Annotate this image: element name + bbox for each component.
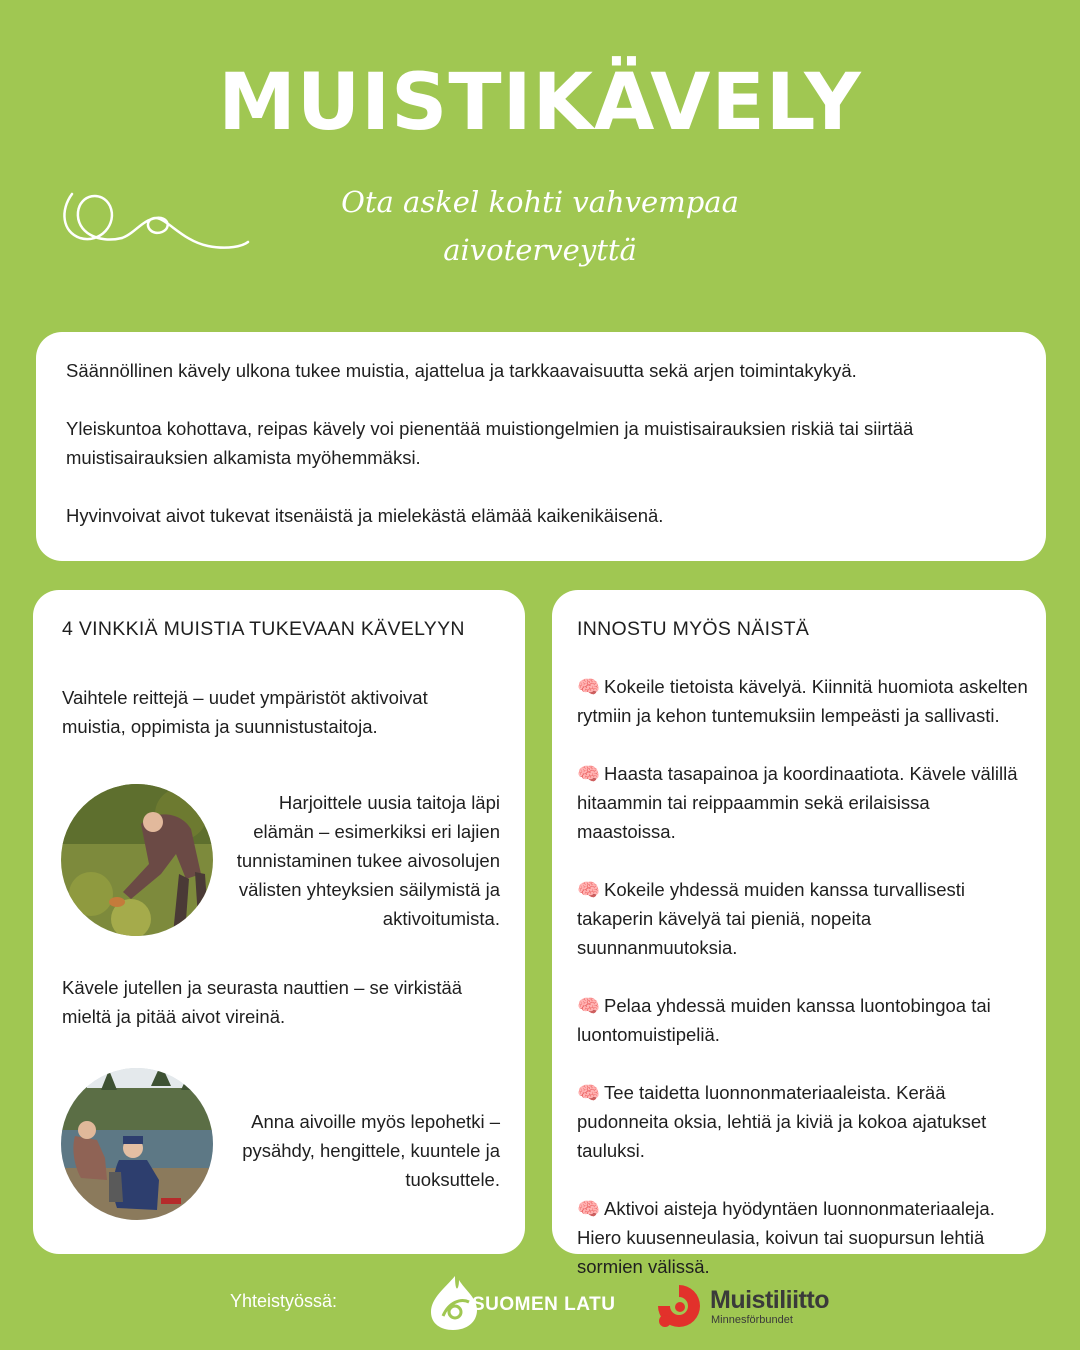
subtitle-line-1: Ota askel kohti vahvempaa (341, 185, 739, 219)
muistiliitto-logo-icon (656, 1283, 702, 1329)
intro-card (36, 332, 1046, 561)
tip-4: Anna aivoille myös lepohetki – pysähdy, hengittele, kuuntele ja tuoksuttele. (242, 1111, 500, 1190)
inspire-heading: INNOSTU MYÖS NÄISTÄ (577, 618, 810, 640)
list-item: 🧠 Tee taidetta luonnonmateriaaleista. Kerää pudonneita oksia, lehtiä ja kiviä ja kokoa ajatukset tauluksi. (577, 1082, 987, 1161)
inspire-list (577, 672, 1032, 1310)
decorative-swirl (58, 180, 258, 280)
muistiliitto-logo-subtext: Minnesförbundet (711, 1314, 793, 1326)
brain-icon: 🧠 (577, 879, 601, 900)
subtitle-line-2: aivoterveyttä (443, 233, 637, 267)
tip-1: Vaihtele reittejä – uudet ympäristöt aktivoivat muistia, oppimista ja suunnistustaitoja. (62, 687, 428, 737)
inspire-card (552, 590, 1046, 1277)
intro-paragraph-3: Hyvinvoivat aivot tukevat itsenäistä ja mielekästä elämää kaikenikäisenä. (66, 505, 664, 526)
tip-2: Harjoittele uusia taitoja läpi elämän – esimerkiksi eri lajien tunnistaminen tukee aivosolujen välisten yhteyksien säilymistä ja aktivoitumista. (236, 792, 500, 929)
photo-resting-by-lake (61, 1068, 213, 1220)
footer-label: Yhteistyössä: (230, 1291, 338, 1311)
brain-icon: 🧠 (577, 1082, 601, 1103)
tip-3: Kävele jutellen ja seurasta nauttien – se virkistää mieltä ja pitää aivot vireinä. (62, 977, 463, 1027)
brain-icon: 🧠 (577, 676, 601, 697)
brain-icon: 🧠 (577, 1198, 601, 1219)
brain-icon: 🧠 (577, 763, 601, 784)
list-item: 🧠 Kokeile yhdessä muiden kanssa turvallisesti takaperin kävelyä tai pieniä, nopeita suunnanmuutoksia. (577, 879, 965, 958)
list-item: 🧠 Kokeile tietoista kävelyä. Kiinnitä huomiota askelten rytmiin ja kehon tuntemuksiin lempeästi ja sallivasti. (577, 676, 1028, 726)
muistiliitto-logo-text: Muistiliitto (710, 1286, 829, 1314)
tips-heading: 4 VINKKIÄ MUISTIA TUKEVAAN KÄVELYYN (62, 618, 465, 640)
list-item: 🧠 Aktivoi aisteja hyödyntäen luonnonmateriaaleja. Hiero kuusenneulasia, koivun tai suopursun lehtiä sormien välissä. (577, 1198, 995, 1277)
intro-paragraph-1: Säännöllinen kävely ulkona tukee muistia, ajattelua ja tarkkaavaisuutta sekä arjen toimintakykyä. (66, 360, 857, 381)
tips-card (33, 590, 525, 1254)
photo-mushroom-picking (61, 784, 213, 936)
suomen-latu-logo-text: SUOMEN LATU (472, 1294, 616, 1315)
list-item: 🧠 Pelaa yhdessä muiden kanssa luontobingoa tai luontomuistipeliä. (577, 995, 991, 1045)
list-item: 🧠 Haasta tasapainoa ja koordinaatiota. Kävele välillä hitaammin tai reippaammin sekä erilaisissa maastoissa. (577, 763, 1018, 842)
brain-icon: 🧠 (577, 995, 601, 1016)
intro-paragraph-2: Yleiskuntoa kohottava, reipas kävely voi pienentää muistiongelmien ja muistisairauksien riskiä tai siirtää muistisairauksien alkamista myöhemmäksi. (66, 418, 914, 468)
page-title: MUISTIKÄVELY (218, 58, 862, 148)
subtitle (330, 178, 750, 274)
